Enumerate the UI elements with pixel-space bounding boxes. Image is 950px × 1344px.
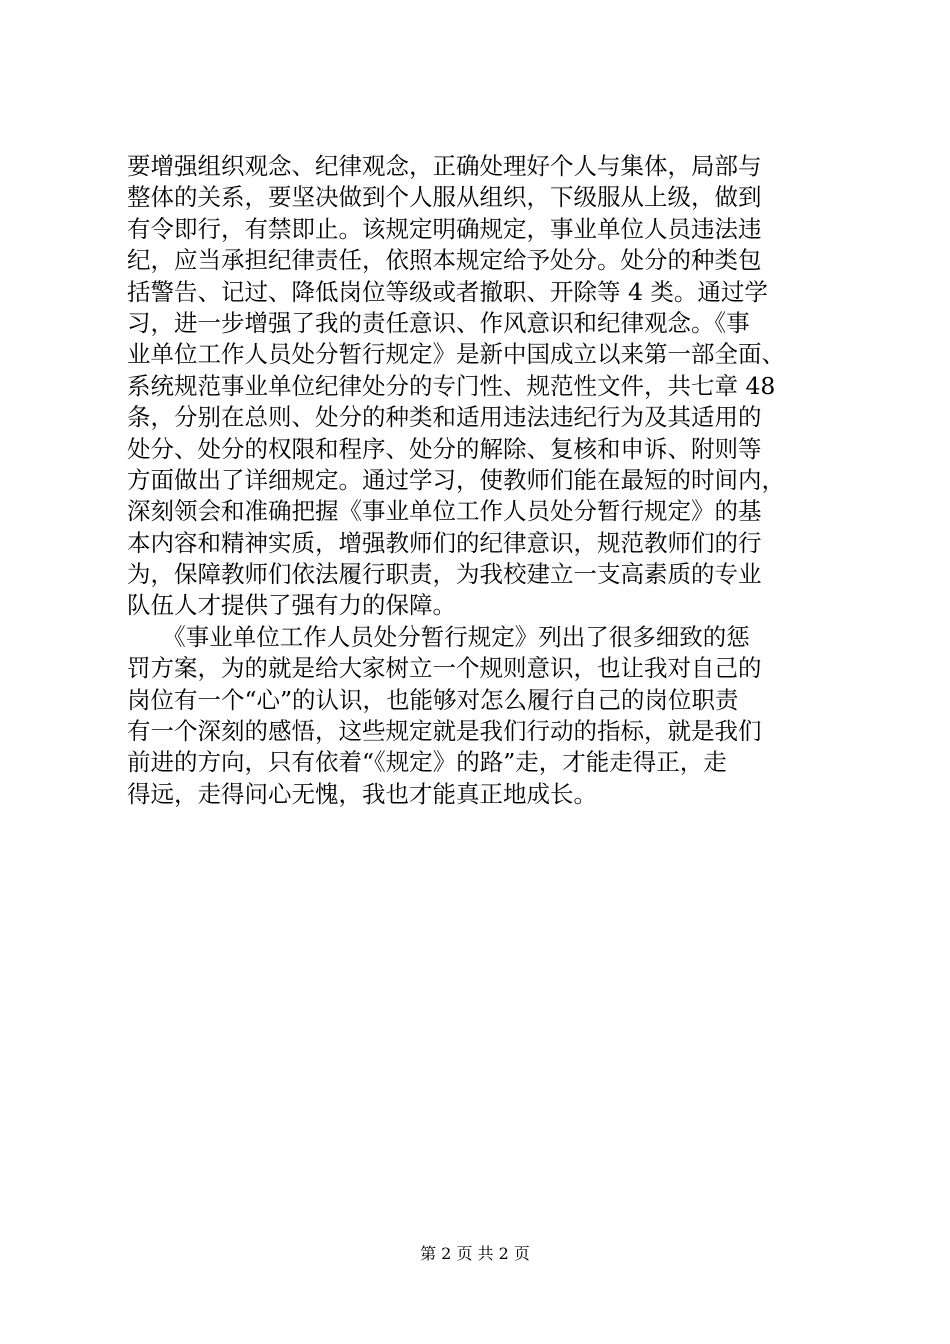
text-line: 前进的方向，只有依着“《规定》的路”走，才能走得正，走 — [127, 748, 727, 777]
text-line: 岗位有一个“心”的认识，也能够对怎么履行自己的岗位职责 — [127, 685, 739, 714]
text-line: 《事业单位工作人员处分暂行规定》列出了很多细致的惩 — [127, 622, 750, 651]
text-line: 系统规范事业单位纪律处分的专门性、规范性文件，共七章 48 — [127, 371, 776, 400]
text-line: 为，保障教师们依法履行职责，为我校建立一支高素质的专业 — [127, 560, 762, 589]
text-line: 条，分别在总则、处分的种类和适用违法违纪行为及其适用的 — [127, 403, 762, 432]
text-line: 有一个深刻的感悟，这些规定就是我们行动的指标，就是我们 — [127, 717, 762, 746]
text-line: 得远，走得问心无愧，我也才能真正地成长。 — [127, 779, 597, 808]
text-line: 有令即行，有禁即止。该规定明确规定，事业单位人员违法违 — [127, 214, 762, 243]
text-line: 深刻领会和准确把握《事业单位工作人员处分暂行规定》的基 — [127, 497, 762, 526]
text-line: 业单位工作人员处分暂行规定》是新中国成立以来第一部全面、 — [127, 340, 785, 369]
body-text — [127, 151, 847, 810]
text-line: 本内容和精神实质，增强教师们的纪律意识，规范教师们的行 — [127, 528, 762, 557]
text-line: 整体的关系，要坚决做到个人服从组织，下级服从上级，做到 — [127, 183, 762, 212]
text-line: 方面做出了详细规定。通过学习，使教师们能在最短的时间内， — [127, 465, 785, 494]
page-number-footer: 第 2 页 共 2 页 — [420, 1244, 530, 1263]
text-line: 要增强组织观念、纪律观念，正确处理好个人与集体，局部与 — [127, 152, 762, 180]
text-line: 括警告、记过、降低岗位等级或者撤职、开除等 4 类。通过学 — [127, 277, 768, 306]
text-line: 处分、处分的权限和程序、处分的解除、复核和申诉、附则等 — [127, 434, 762, 463]
text-line: 纪，应当承担纪律责任，依照本规定给予处分。处分的种类包 — [127, 246, 762, 275]
text-line: 队伍人才提供了强有力的保障。 — [127, 591, 456, 620]
text-line: 习，进一步增强了我的责任意识、作风意识和纪律观念。《事 — [127, 308, 750, 337]
text-line: 罚方案，为的就是给大家树立一个规则意识，也让我对自己的 — [127, 654, 762, 683]
